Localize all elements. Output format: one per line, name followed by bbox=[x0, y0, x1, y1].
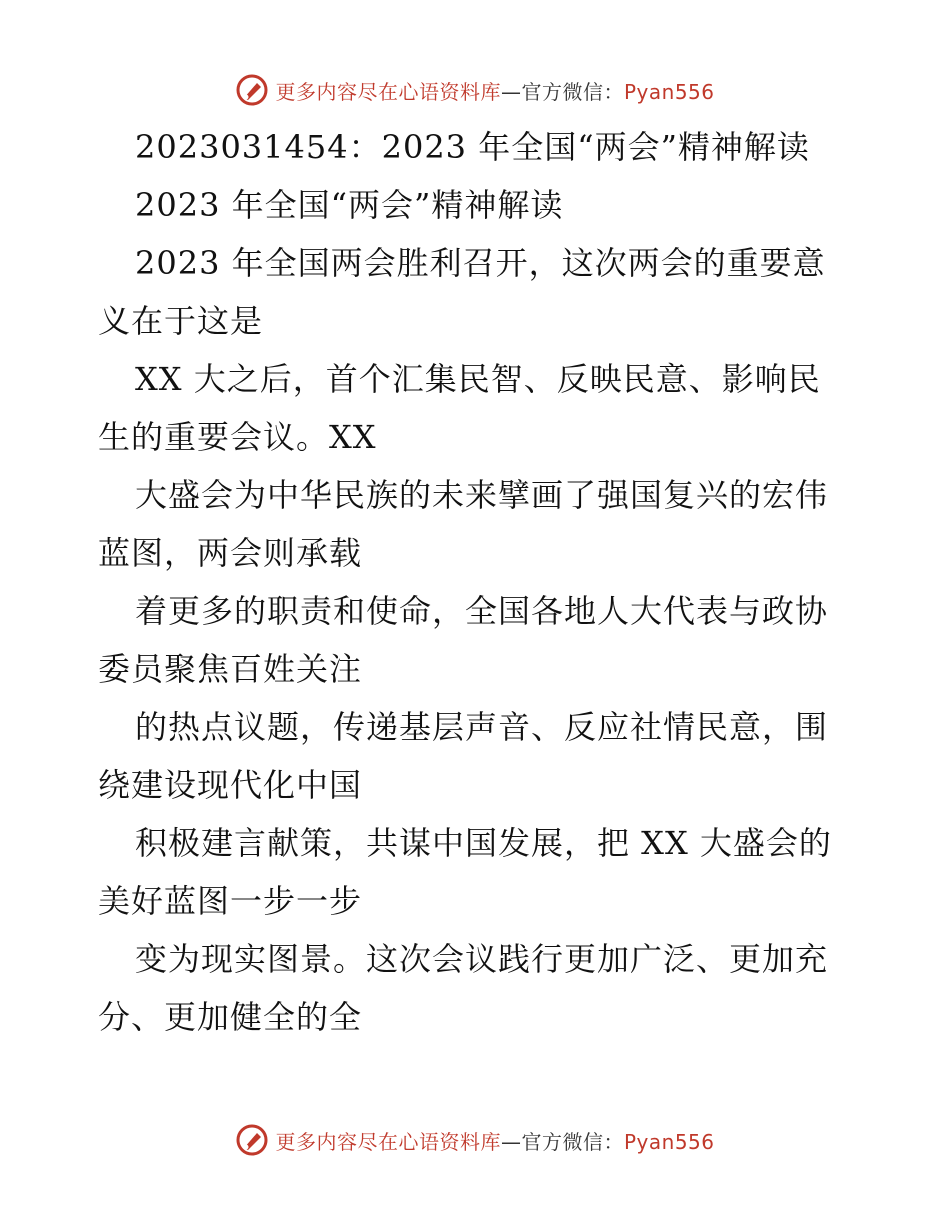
pen-nib-icon bbox=[235, 73, 269, 107]
text-line: 的热点议题，传递基层声音、反应社情民意，围 bbox=[135, 708, 829, 746]
pen-nib-icon bbox=[235, 1123, 269, 1157]
watermark-wechat-id: Pyan556 bbox=[623, 1129, 715, 1154]
text-line: 分、更加健全的全 bbox=[98, 998, 363, 1036]
watermark-text bbox=[275, 1126, 714, 1155]
watermark-brand: 更多内容尽在心语资料库 bbox=[275, 79, 501, 104]
text-line: 积极建言献策，共谋中国发展，把 XX 大盛会的 bbox=[135, 824, 832, 862]
watermark-separator: — bbox=[500, 79, 522, 104]
text-line: 2023031454：2023 年全国“两会”精神解读 bbox=[135, 128, 810, 166]
watermark-separator: — bbox=[500, 1129, 522, 1154]
text-line: 蓝图，两会则承载 bbox=[98, 534, 363, 572]
text-line: XX 大之后，首个汇集民智、反映民意、影响民 bbox=[135, 360, 821, 398]
watermark-brand: 更多内容尽在心语资料库 bbox=[275, 1129, 501, 1154]
text-line: 绕建设现代化中国 bbox=[98, 766, 363, 804]
text-line: 义在于这是 bbox=[98, 302, 264, 340]
text-line: 着更多的职责和使命，全国各地人大代表与政协 bbox=[135, 592, 829, 630]
document-body bbox=[98, 118, 858, 1046]
text-line: 变为现实图景。这次会议践行更加广泛、更加充 bbox=[135, 940, 829, 978]
text-line: 生的重要会议。XX bbox=[98, 418, 377, 456]
watermark-wechat-id: Pyan556 bbox=[623, 79, 715, 104]
footer-watermark-banner bbox=[0, 1120, 950, 1160]
text-line: 大盛会为中华民族的未来擘画了强国复兴的宏伟 bbox=[135, 476, 829, 514]
text-line: 2023 年全国“两会”精神解读 bbox=[135, 186, 564, 224]
text-line: 委员聚焦百姓关注 bbox=[98, 650, 363, 688]
watermark-text bbox=[275, 76, 714, 105]
watermark-wechat-label: 官方微信： bbox=[521, 1129, 624, 1154]
header-watermark-banner bbox=[0, 70, 950, 110]
watermark-wechat-label: 官方微信： bbox=[521, 79, 624, 104]
text-line: 2023 年全国两会胜利召开，这次两会的重要意 bbox=[135, 244, 826, 282]
text-line: 美好蓝图一步一步 bbox=[98, 882, 363, 920]
